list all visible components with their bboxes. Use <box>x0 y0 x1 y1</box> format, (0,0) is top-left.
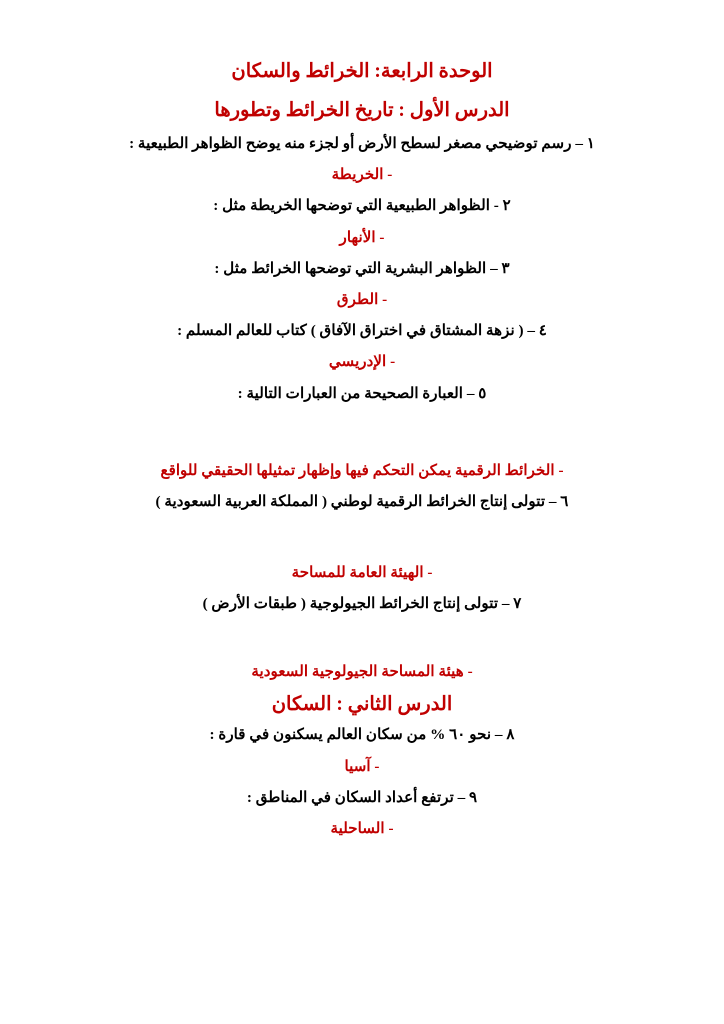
question-line-3: ٣ – الظواهر البشرية التي توضحها الخرائط مثل : <box>214 259 510 277</box>
answer-line-9: - الساحلية <box>330 819 394 837</box>
question-line-5: ٥ – العبارة الصحيحة من العبارات التالية : <box>237 384 487 402</box>
answer-line-5: - الخرائط الرقمية يمكن التحكم فيها وإظهار تمثيلها الحقيقي للواقع <box>160 461 564 479</box>
question-line-1: ١ – رسم توضيحي مصغر لسطح الأرض أو لجزء منه يوضح الظواهر الطبيعية : <box>129 135 595 152</box>
answer-line-7: - هيئة المساحة الجيولوجية السعودية <box>251 662 473 680</box>
question-line-8: ٨ – نحو ٦٠ % من سكان العالم يسكنون في قارة : <box>209 726 515 744</box>
lesson-two-heading: الدرس الثاني : السكان <box>271 693 453 715</box>
question-line-7: ٧ – تتولى إنتاج الخرائط الجيولوجية ( طبقات الأرض ) <box>202 595 522 613</box>
question-line-2: ٢ - الظواهر الطبيعية التي توضحها الخريطة مثل : <box>213 197 511 215</box>
answer-line-8: - آسيا <box>344 757 380 775</box>
answer-line-3: - الطرق <box>336 291 388 309</box>
answer-line-1: - الخريطة <box>331 166 393 184</box>
question-line-4: ٤ – ( نزهة المشتاق في اختراق الآفاق ) كتاب للعالم المسلم : <box>177 322 547 340</box>
answer-line-2: - الأنهار <box>339 228 385 246</box>
unit-heading: الوحدة الرابعة: الخرائط والسكان <box>231 61 493 82</box>
question-line-9: ٩ – ترتفع أعداد السكان في المناطق : <box>246 788 478 806</box>
answer-line-4: - الإدريسي <box>328 353 396 371</box>
answer-line-6: - الهيئة العامة للمساحة <box>291 564 433 582</box>
question-line-6: ٦ – تتولى إنتاج الخرائط الرقمية لوطني ( المملكة العربية السعودية ) <box>155 493 569 511</box>
lesson-one-heading: الدرس الأول : تاريخ الخرائط وتطورها <box>214 99 510 121</box>
document-body <box>58 62 666 836</box>
